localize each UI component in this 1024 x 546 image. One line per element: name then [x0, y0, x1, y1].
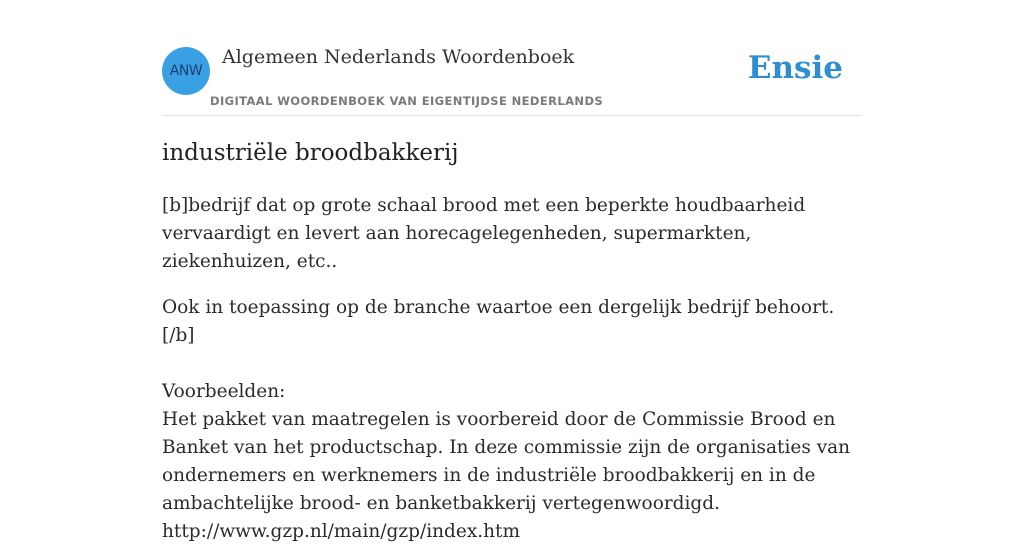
- entry-definition: [b]bedrijf dat op grote schaal brood met een beperkte houdbaarheid vervaardigt en levert aan horecagelegenheden, supermarkten, ziekenhuizen, etc..: [162, 195, 806, 272]
- ensie-brand-logo[interactable]: Ensie: [747, 50, 843, 86]
- example-source-url: http://www.gzp.nl/main/gzp/index.htm: [162, 521, 521, 542]
- entry-content: [162, 192, 862, 546]
- logo-text: ANW: [169, 63, 203, 79]
- entry-usage-note: Ook in toepassing op de branche waartoe een dergelijk bedrijf behoort.[/b]: [162, 297, 835, 346]
- example-text: Het pakket van maatregelen is voorbereid door de Commissie Brood en Banket van het productschap. In deze commissie zijn de organisaties van ondernemers en werknemers in de industriële broodbakkerij en in de ambachtelijke brood- en banketbakkerij vertegenwoordigd.: [162, 409, 851, 514]
- header-divider: [162, 115, 862, 116]
- examples-label: Voorbeelden:: [162, 381, 286, 402]
- entry-title: industriële broodbakkerij: [162, 140, 459, 166]
- examples-block: [162, 378, 862, 546]
- site-subtitle: DIGITAAL WOORDENBOEK VAN EIGENTIJDSE NEDERLANDS: [210, 94, 604, 108]
- anw-logo[interactable]: [162, 47, 210, 95]
- site-title[interactable]: Algemeen Nederlands Woordenboek: [222, 46, 575, 68]
